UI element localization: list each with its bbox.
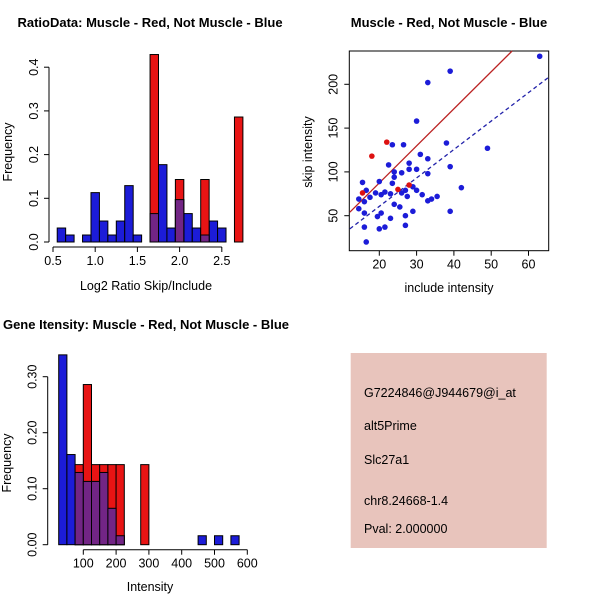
scatter-point-muscle xyxy=(369,153,375,159)
x-tick-label: 60 xyxy=(521,257,536,272)
scatter-point-not-muscle xyxy=(425,80,431,86)
y-tick-label: 0.20 xyxy=(25,420,40,445)
scatter-point-not-muscle xyxy=(397,204,403,210)
plot-box xyxy=(349,51,548,251)
hist-bar-not-muscle xyxy=(125,186,133,242)
info-panel-box xyxy=(351,353,547,548)
scatter-point-not-muscle xyxy=(377,179,383,185)
x-tick-label: 500 xyxy=(204,556,225,571)
hist-bar-not-muscle xyxy=(215,536,223,545)
x-tick-label: 200 xyxy=(105,556,127,571)
scatter-point-not-muscle xyxy=(386,162,392,168)
scatter-point-not-muscle xyxy=(356,206,362,212)
y-tick-label: 50 xyxy=(326,208,341,223)
scatter-point-not-muscle xyxy=(391,174,397,180)
scatter-point-not-muscle xyxy=(459,185,465,191)
scatter-point-not-muscle xyxy=(391,169,397,175)
scatter-title: Muscle - Red, Not Muscle - Blue xyxy=(350,15,548,30)
gene-histogram-xlabel: Intensity xyxy=(126,580,174,594)
hist-bar-overlap xyxy=(100,472,108,544)
y-tick-label: 0.2 xyxy=(27,145,41,164)
scatter-point-not-muscle xyxy=(363,239,369,245)
scatter-point-not-muscle xyxy=(382,189,388,195)
hist-bar-not-muscle xyxy=(192,228,200,242)
y-tick-label: 150 xyxy=(326,117,341,139)
scatter-point-not-muscle xyxy=(375,214,381,220)
y-tick-label: 0.10 xyxy=(25,476,40,501)
hist-bar-not-muscle xyxy=(116,221,124,242)
info-line-4: Pval: 2.000000 xyxy=(364,522,448,536)
scatter-point-not-muscle xyxy=(403,223,409,229)
y-tick-label: 0.3 xyxy=(27,102,41,120)
scatter-point-not-muscle xyxy=(444,140,450,146)
hist-bar-overlap xyxy=(108,508,116,544)
x-tick-label: 2.0 xyxy=(170,254,189,268)
ratio-histogram-ylabel: Frequency xyxy=(1,122,15,182)
scatter-point-not-muscle xyxy=(485,145,491,151)
ratio-histogram-plot xyxy=(27,55,243,268)
hist-bar-muscle xyxy=(234,117,242,242)
gene-histogram-plot xyxy=(26,355,258,571)
scatter-point-not-muscle xyxy=(382,224,388,230)
hist-bar-not-muscle xyxy=(59,355,67,545)
y-tick-label: 0.4 xyxy=(27,58,41,76)
scatter-point-not-muscle xyxy=(390,142,396,148)
scatter-point-not-muscle xyxy=(414,166,420,172)
y-tick-label: 0.0 xyxy=(27,233,41,251)
hist-bar-muscle xyxy=(141,465,149,545)
x-tick-label: 30 xyxy=(409,257,424,272)
hist-bar-not-muscle xyxy=(133,235,141,242)
not-muscle-fit-line xyxy=(350,77,549,229)
scatter-point-not-muscle xyxy=(410,209,416,215)
scatter-point-not-muscle xyxy=(414,118,420,124)
scatter-point-not-muscle xyxy=(406,160,412,166)
hist-bar-not-muscle xyxy=(83,235,91,242)
gene-histogram-ylabel: Frequency xyxy=(0,433,14,493)
ratio-histogram-title: RatioData: Muscle - Red, Not Muscle - Blue xyxy=(17,15,283,30)
hist-bar-not-muscle xyxy=(218,228,226,242)
scatter-point-not-muscle xyxy=(419,192,425,198)
y-tick-label: 0.00 xyxy=(25,532,40,557)
info-line-1: alt5Prime xyxy=(364,419,417,433)
info-line-3: chr8.24668-1.4 xyxy=(364,494,449,508)
scatter-point-not-muscle xyxy=(362,224,368,230)
scatter-point-not-muscle xyxy=(425,156,431,162)
gene-histogram-title: Gene Itensity: Muscle - Red, Not Muscle - Blue xyxy=(2,317,290,332)
hist-bar-not-muscle xyxy=(91,193,99,242)
scatter-point-not-muscle xyxy=(414,187,420,193)
x-tick-label: 1.5 xyxy=(128,254,147,268)
y-tick-label: 0.30 xyxy=(25,364,40,389)
x-tick-label: 2.5 xyxy=(213,254,231,268)
scatter-point-not-muscle xyxy=(447,209,453,215)
scatter-point-not-muscle xyxy=(356,196,362,202)
hist-bar-not-muscle xyxy=(167,228,175,242)
scatter-point-not-muscle xyxy=(537,53,543,59)
hist-bar-not-muscle xyxy=(99,221,107,242)
scatter-point-not-muscle xyxy=(404,194,410,200)
scatter-point-not-muscle xyxy=(403,187,409,193)
scatter-point-not-muscle xyxy=(399,170,405,176)
scatter-point-muscle xyxy=(384,139,390,145)
hist-bar-not-muscle xyxy=(67,455,75,545)
hist-bar-overlap xyxy=(116,536,124,545)
hist-bar-overlap xyxy=(83,481,91,544)
scatter-ylabel: skip intensity xyxy=(301,116,315,188)
hist-bar-not-muscle xyxy=(108,235,116,242)
scatter-point-not-muscle xyxy=(360,180,366,186)
info-line-0: G7224846@J944679@i_at xyxy=(364,386,516,400)
scatter-point-not-muscle xyxy=(388,216,394,222)
scatter-point-not-muscle xyxy=(401,142,407,148)
scatter-point-not-muscle xyxy=(406,166,412,172)
hist-bar-overlap xyxy=(150,214,158,242)
scatter-point-muscle xyxy=(406,182,412,188)
hist-bar-not-muscle xyxy=(57,228,65,242)
scatter-point-muscle xyxy=(395,187,401,193)
hist-bar-muscle xyxy=(201,180,209,242)
hist-bar-overlap xyxy=(92,481,100,544)
scatter-point-not-muscle xyxy=(390,180,396,186)
hist-bar-overlap xyxy=(75,472,83,544)
x-tick-label: 100 xyxy=(72,556,94,571)
hist-bar-not-muscle xyxy=(231,536,239,545)
hist-bar-not-muscle xyxy=(66,235,74,242)
scatter-point-not-muscle xyxy=(447,68,453,74)
x-tick-label: 1.0 xyxy=(86,254,104,268)
scatter-point-not-muscle xyxy=(403,213,409,219)
x-tick-label: 40 xyxy=(446,257,461,272)
scatter-point-not-muscle xyxy=(377,226,383,232)
info-line-2: Slc27a1 xyxy=(364,453,410,467)
y-tick-label: 0.1 xyxy=(27,189,41,207)
x-tick-label: 400 xyxy=(171,556,193,571)
hist-bar-not-muscle xyxy=(209,221,217,242)
scatter-point-not-muscle xyxy=(362,199,368,205)
scatter-point-not-muscle xyxy=(388,191,394,197)
x-tick-label: 600 xyxy=(236,556,258,571)
scatter-point-not-muscle xyxy=(373,190,379,196)
hist-bar-overlap xyxy=(201,235,209,242)
scatter-point-not-muscle xyxy=(362,210,368,216)
scatter-point-not-muscle xyxy=(434,194,440,200)
hist-bar-overlap xyxy=(175,200,183,242)
scatter-point-not-muscle xyxy=(425,171,431,177)
hist-bar-not-muscle xyxy=(159,165,167,242)
scatter-point-not-muscle xyxy=(429,196,435,202)
x-tick-label: 50 xyxy=(484,257,499,272)
ratio-histogram-xlabel: Log2 Ratio Skip/Include xyxy=(79,279,213,293)
scatter-xlabel: include intensity xyxy=(404,281,494,295)
hist-bar-not-muscle xyxy=(198,536,206,545)
scatter-point-muscle xyxy=(360,190,366,196)
muscle-fit-line xyxy=(350,51,512,212)
hist-bar-not-muscle xyxy=(184,214,192,242)
x-tick-label: 20 xyxy=(372,257,387,272)
y-tick-label: 200 xyxy=(326,73,341,95)
scatter-point-not-muscle xyxy=(367,195,373,201)
hist-bar-muscle xyxy=(116,465,124,545)
x-tick-label: 300 xyxy=(138,556,160,571)
scatter-plot xyxy=(326,51,548,272)
x-tick-label: 0.5 xyxy=(44,254,62,268)
scatter-point-not-muscle xyxy=(447,164,453,170)
y-tick-label: 100 xyxy=(326,161,341,183)
scatter-point-not-muscle xyxy=(418,152,424,158)
scatter-point-not-muscle xyxy=(391,202,397,208)
